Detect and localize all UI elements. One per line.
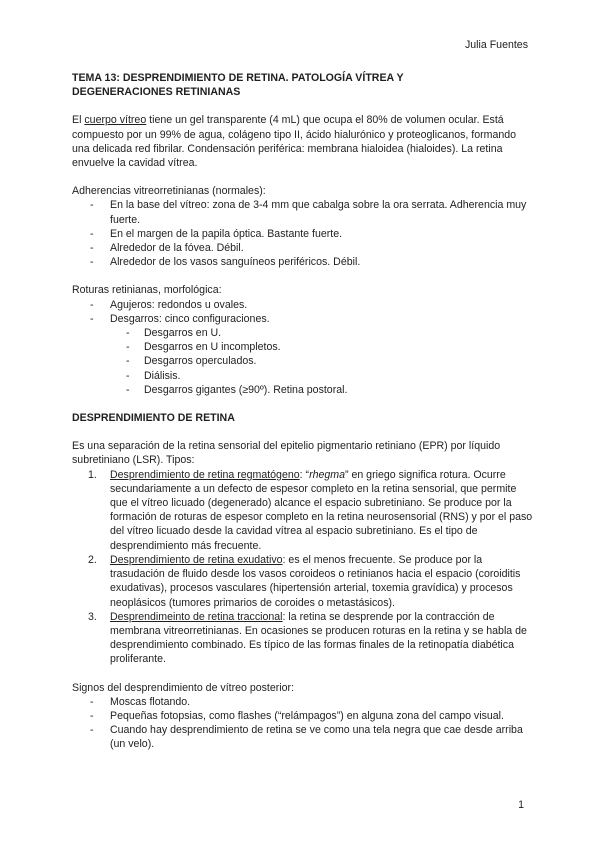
list-item: - Moscas flotando. [72, 695, 534, 709]
list-item: - Desgarros en U incompletos. [72, 340, 534, 354]
list-item: - Desgarros gigantes (≥90º). Retina postoral. [72, 383, 534, 397]
signos-heading: Signos del desprendimiento de vítreo posterior: [72, 681, 295, 694]
type-term: Desprendimeinto de retina traccional [110, 610, 283, 623]
desprendimiento-intro: Es una separación de la retina sensorial del epitelio pigmentario retiniano (EPR) por líquido subretiniano (LSR). Tipos: [72, 440, 501, 467]
type-separator: : “ [299, 468, 310, 481]
type-description: ” en griego significa rotura. Ocurre secundariamente a un defecto de espesor completo en la retina sensorial, que permite que el vítreo licuado (degenerado) alcance el espacio subretiniano. Se produce por la formación de roturas de espesor completo en la retina neurosensorial (RNS) y por el paso del vítreo licuado desde la cavidad vítrea al espacio subretiniano. Es el tipo de desprendimiento más frecuente. [110, 468, 533, 552]
list-item: - Cuando hay desprendimiento de retina se ve como una tela negra que cae desde arriba (un velo). [72, 723, 534, 751]
intro-prefix: El [72, 114, 85, 127]
list-item: - En el margen de la papila óptica. Bastante fuerte. [72, 227, 534, 241]
list-item [72, 468, 534, 553]
type-word: rhegma [309, 468, 345, 481]
list-item: - En la base del vítreo: zona de 3-4 mm que cabalga sobre la ora serrata. Adherencia muy fuerte. [72, 198, 534, 226]
desprendimiento-types-list [72, 468, 534, 667]
list-item [72, 553, 534, 610]
type-description: : la retina se desprende por la contracción de membrana vitreorretinianas. En ocasiones se producen roturas en la retina y se habla de desprendimiento combinado. Es típico de las formas finales de la retinopatía diabética proliferante. [110, 610, 527, 666]
document-body [72, 71, 534, 752]
intro-rest: tiene un gel transparente (4 mL) que ocupa el 80% de volumen ocular. Está compuesto por un 99% de agua, colágeno tipo II, ácido hialurónico y proteoglicanos, formando una delicada red fibrilar. Condensación periférica: membrana hialoidea (hialoides). La retina envuelve la cavidad vítrea. [72, 114, 517, 170]
section-heading-desprendimiento: DESPRENDIMIENTO DE RETINA [72, 412, 235, 425]
item-number: 1. [88, 468, 97, 481]
list-item: - Desgarros operculados. [72, 354, 534, 368]
list-item: - Diálisis. [72, 369, 534, 383]
desgarros-sublist [72, 326, 534, 397]
list-item [72, 610, 534, 667]
list-item: - Desgarros en U. [72, 326, 534, 340]
roturas-list [72, 298, 534, 326]
list-item: - Alrededor de los vasos sanguíneos periféricos. Débil. [72, 255, 534, 269]
intro-term: cuerpo vítreo [84, 114, 147, 127]
page-title [72, 71, 534, 99]
list-item: - Alrededor de la fóvea. Débil. [72, 241, 534, 255]
type-term: Desprendimiento de retina regmatógeno [110, 468, 300, 481]
page-number: 1 [518, 799, 524, 811]
item-number: 2. [88, 553, 97, 566]
type-term: Desprendimiento de retina exudativo [110, 553, 283, 566]
list-item: - Desgarros: cinco configuraciones. [72, 312, 534, 326]
intro-paragraph [72, 113, 534, 170]
roturas-heading: Roturas retinianas, morfológica: [72, 284, 222, 297]
list-item: - Pequeñas fotopsias, como flashes (“relámpagos”) en alguna zona del campo visual. [72, 709, 534, 723]
adherencias-heading: Adherencias vitreorretinianas (normales): [72, 185, 266, 198]
list-item: - Agujeros: redondos u ovales. [72, 298, 534, 312]
adherencias-list [72, 198, 534, 269]
title-line-2: DEGENERACIONES RETINIANAS [72, 86, 241, 99]
title-line-1: TEMA 13: DESPRENDIMIENTO DE RETINA. PATOLOGÍA VÍTREA Y [72, 72, 404, 84]
type-description: : es el menos frecuente. Se produce por la trasudación de fluido desde los vasos coroideos o retinianos hacia el espacio (coroiditis exudativas), procesos vasculares (hipertensión arterial, toxemia gravídica) y procesos neoplásicos (tumores primarios de coroides o metastásicos). [110, 553, 521, 609]
author-name: Julia Fuentes [464, 39, 528, 51]
signos-list [72, 695, 534, 752]
item-number: 3. [88, 610, 97, 623]
